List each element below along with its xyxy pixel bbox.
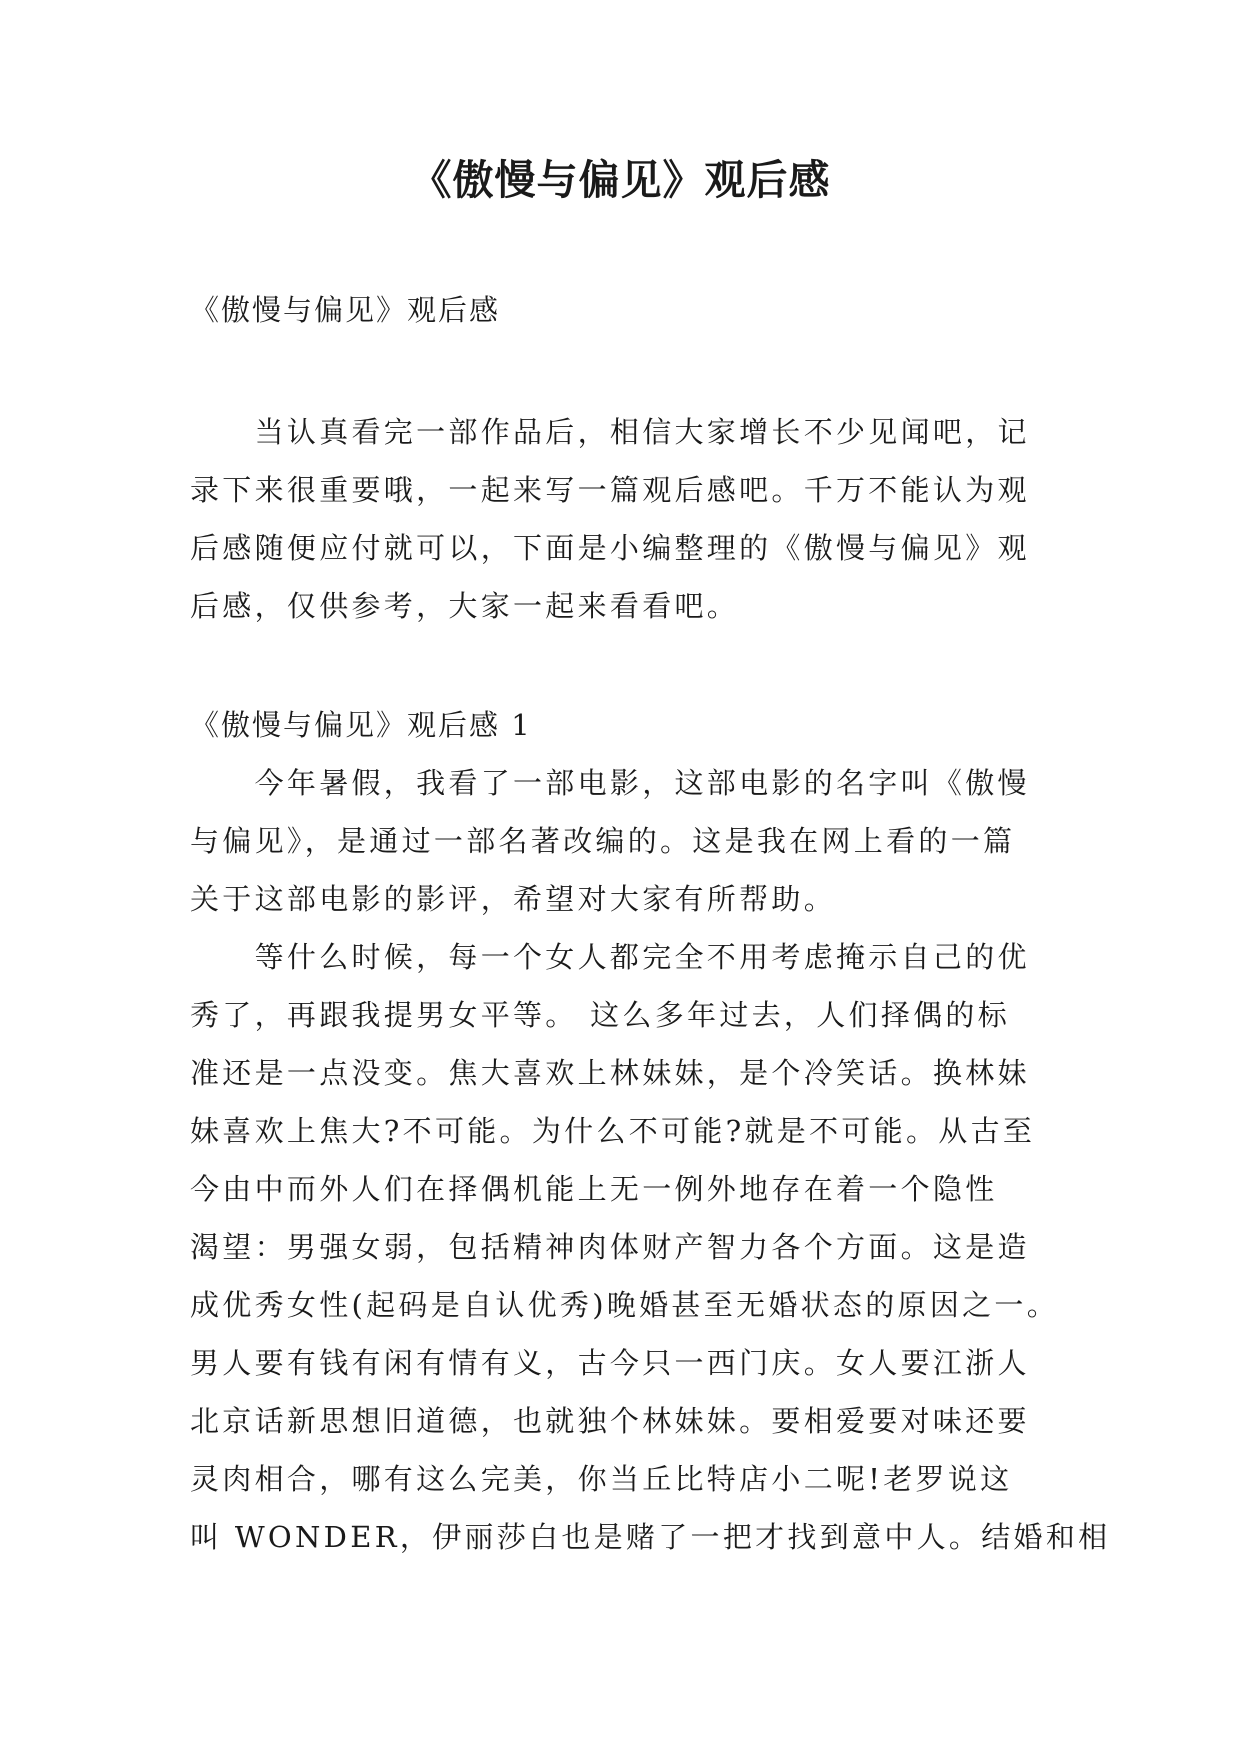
body-line: 渴望：男强女弱，包括精神肉体财产智力各个方面。这是造 <box>190 1230 1030 1264</box>
body-line: 男人要有钱有闲有情有义，古今只一西门庆。女人要江浙人 <box>190 1346 1030 1380</box>
body-line: 叫 WONDER，伊丽莎白也是赌了一把才找到意中人。结婚和相 <box>190 1520 1111 1554</box>
intro-line: 后感，仅供参考，大家一起来看看吧。 <box>190 589 740 623</box>
body-line: 等什么时候，每一个女人都完全不用考虑掩示自己的优 <box>190 940 1030 974</box>
document-title: 《傲慢与偏见》观后感 <box>410 156 831 204</box>
body-line: 与偏见》，是通过一部名著改编的。这是我在网上看的一篇 <box>190 824 1016 858</box>
body-line: 关于这部电影的影评，希望对大家有所帮助。 <box>190 882 837 916</box>
body-line: 成优秀女性(起码是自认优秀)晚婚甚至无婚状态的原因之一。 <box>190 1288 1060 1322</box>
body-line: 灵肉相合，哪有这么完美，你当丘比特店小二呢!老罗说这 <box>190 1462 1013 1496</box>
document-subtitle: 《傲慢与偏见》观后感 <box>190 293 501 327</box>
intro-line: 后感随便应付就可以，下面是小编整理的《傲慢与偏见》观 <box>190 531 1030 565</box>
intro-line: 当认真看完一部作品后，相信大家增长不少见闻吧，记 <box>190 415 1030 449</box>
body-line: 准还是一点没变。焦大喜欢上林妹妹，是个冷笑话。换林妹 <box>190 1056 1030 1090</box>
body-line: 妹喜欢上焦大?不可能。为什么不可能?就是不可能。从古至 <box>190 1114 1036 1148</box>
intro-line: 录下来很重要哦，一起来写一篇观后感吧。千万不能认为观 <box>190 473 1030 507</box>
section-heading: 《傲慢与偏见》观后感 1 <box>190 708 532 742</box>
body-line: 北京话新思想旧道德，也就独个林妹妹。要相爱要对味还要 <box>190 1404 1030 1438</box>
body-line: 今年暑假，我看了一部电影，这部电影的名字叫《傲慢 <box>190 766 1030 800</box>
body-line: 秀了，再跟我提男女平等。 这么多年过去，人们择偶的标 <box>190 998 1011 1032</box>
body-line: 今由中而外人们在择偶机能上无一例外地存在着一个隐性 <box>190 1172 998 1206</box>
